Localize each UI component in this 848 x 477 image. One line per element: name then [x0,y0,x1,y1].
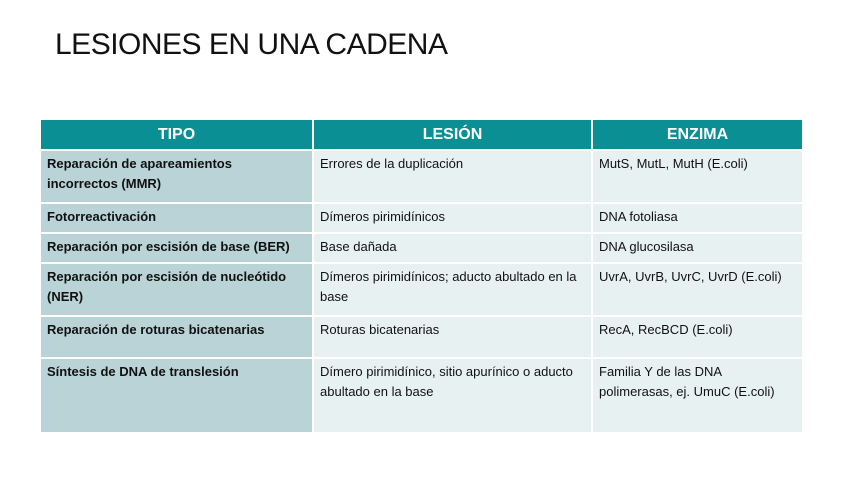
cell-lesion: Roturas bicatenarias [313,316,592,358]
cell-enzima: Familia Y de las DNA polimerasas, ej. UmuC (E.coli) [592,358,802,433]
cell-tipo: Síntesis de DNA de translesión [41,358,313,433]
table-row [41,263,802,316]
table-row [41,150,802,203]
cell-tipo: Reparación por escisión de base (BER) [41,233,313,263]
table-row [41,233,802,263]
header-tipo: TIPO [41,120,313,150]
lesions-table [41,120,802,434]
cell-enzima: DNA glucosilasa [592,233,802,263]
table-row [41,203,802,233]
header-enzima: ENZIMA [592,120,802,150]
cell-tipo: Fotorreactivación [41,203,313,233]
slide-title: LESIONES EN UNA CADENA [55,28,448,61]
cell-lesion: Base dañada [313,233,592,263]
cell-enzima: MutS, MutL, MutH (E.coli) [592,150,802,203]
table-row [41,358,802,433]
cell-tipo: Reparación por escisión de nucleótido (NER) [41,263,313,316]
cell-enzima: DNA fotoliasa [592,203,802,233]
table-header-row [41,120,802,150]
header-lesion: LESIÓN [313,120,592,150]
cell-lesion: Dímero pirimidínico, sitio apurínico o aducto abultado en la base [313,358,592,433]
cell-enzima: UvrA, UvrB, UvrC, UvrD (E.coli) [592,263,802,316]
cell-tipo: Reparación de apareamientos incorrectos (MMR) [41,150,313,203]
cell-lesion: Dímeros pirimidínicos [313,203,592,233]
cell-lesion: Dímeros pirimidínicos; aducto abultado en la base [313,263,592,316]
cell-enzima: RecA, RecBCD (E.coli) [592,316,802,358]
table-row [41,316,802,358]
cell-lesion: Errores de la duplicación [313,150,592,203]
cell-tipo: Reparación de roturas bicatenarias [41,316,313,358]
